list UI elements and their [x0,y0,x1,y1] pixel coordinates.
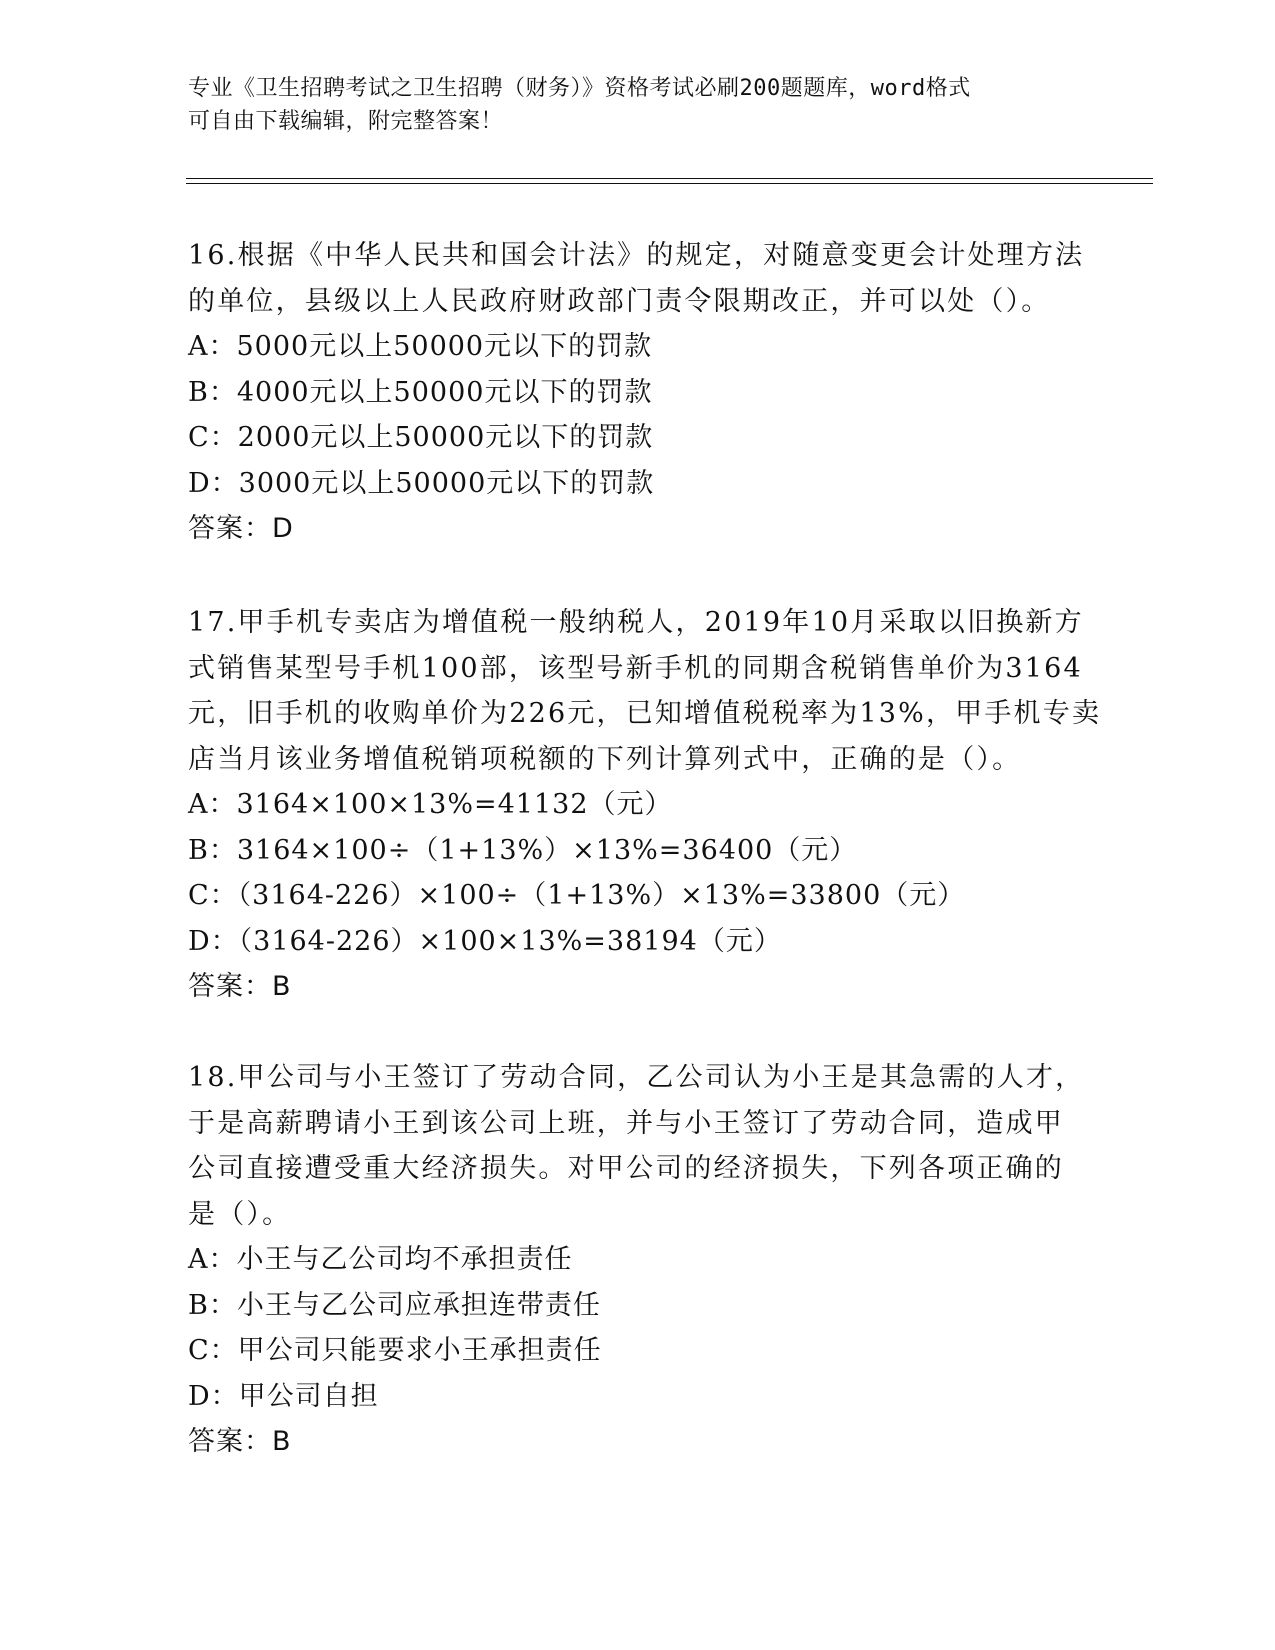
question-text-line: 的单位，县级以上人民政府财政部门责令限期改正，并可以处（）。 [188,285,1051,317]
document-header [188,72,1088,138]
option-c: C：（3164-226）×100÷（1+13%）×13%=33800（元） [188,880,966,911]
question-16 [188,233,1088,552]
answer-label: 答案：B [188,971,292,1002]
option-b: B：3164×100÷（1+13%）×13%=36400（元） [188,834,858,866]
option-a: A：3164×100×13%=41132（元） [188,789,673,820]
answer-label: 答案：B [188,1426,292,1457]
option-c: C：2000元以上50000元以下的罚款 [188,422,654,453]
question-text-line: 店当月该业务增值税销项税额的下列计算列式中，正确的是（）。 [188,743,1022,775]
question-text-line: 式销售某型号手机100部，该型号新手机的同期含税销售单价为3164 [188,652,1083,684]
question-text-line: 是（）。 [188,1198,292,1230]
question-18 [188,1055,1088,1465]
option-b: B：小王与乙公司应承担连带责任 [188,1289,601,1321]
option-c: C：甲公司只能要求小王承担责任 [188,1335,602,1366]
question-text-line: 17.甲手机专卖店为增值税一般纳税人，2019年10月采取以旧换新方 [188,607,1084,638]
question-text-line: 公司直接遭受重大经济损失。对甲公司的经济损失，下列各项正确的 [188,1153,1064,1184]
answer-label: 答案：D [188,513,294,544]
header-title-line-2: 可自由下载编辑，附完整答案！ [188,109,504,134]
question-text-line: 于是高薪聘请小王到该公司上班，并与小王签订了劳动合同，造成甲 [188,1107,1064,1139]
question-text-line: 元，旧手机的收购单价为226元，已知增值税税率为13%，甲手机专卖 [188,698,1102,729]
option-d: D：（3164-226）×100×13%=38194（元） [188,925,782,957]
option-a: A：小王与乙公司均不承担责任 [188,1244,573,1275]
header-title-line-1: 专业《卫生招聘考试之卫生招聘（财务）》资格考试必刷200题题库，word格式 [188,76,971,101]
option-d: D：甲公司自担 [188,1380,379,1412]
question-text-line: 16.根据《中华人民共和国会计法》的规定，对随意变更会计处理方法 [188,240,1085,271]
header-divider-top [186,178,1153,179]
question-text-line: 18.甲公司与小王签订了劳动合同，乙公司认为小王是其急需的人才， [188,1062,1085,1093]
option-b: B：4000元以上50000元以下的罚款 [188,376,653,408]
header-divider-bottom [186,183,1153,184]
option-d: D：3000元以上50000元以下的罚款 [188,467,655,499]
option-a: A：5000元以上50000元以下的罚款 [188,331,653,362]
question-17 [188,600,1102,1010]
